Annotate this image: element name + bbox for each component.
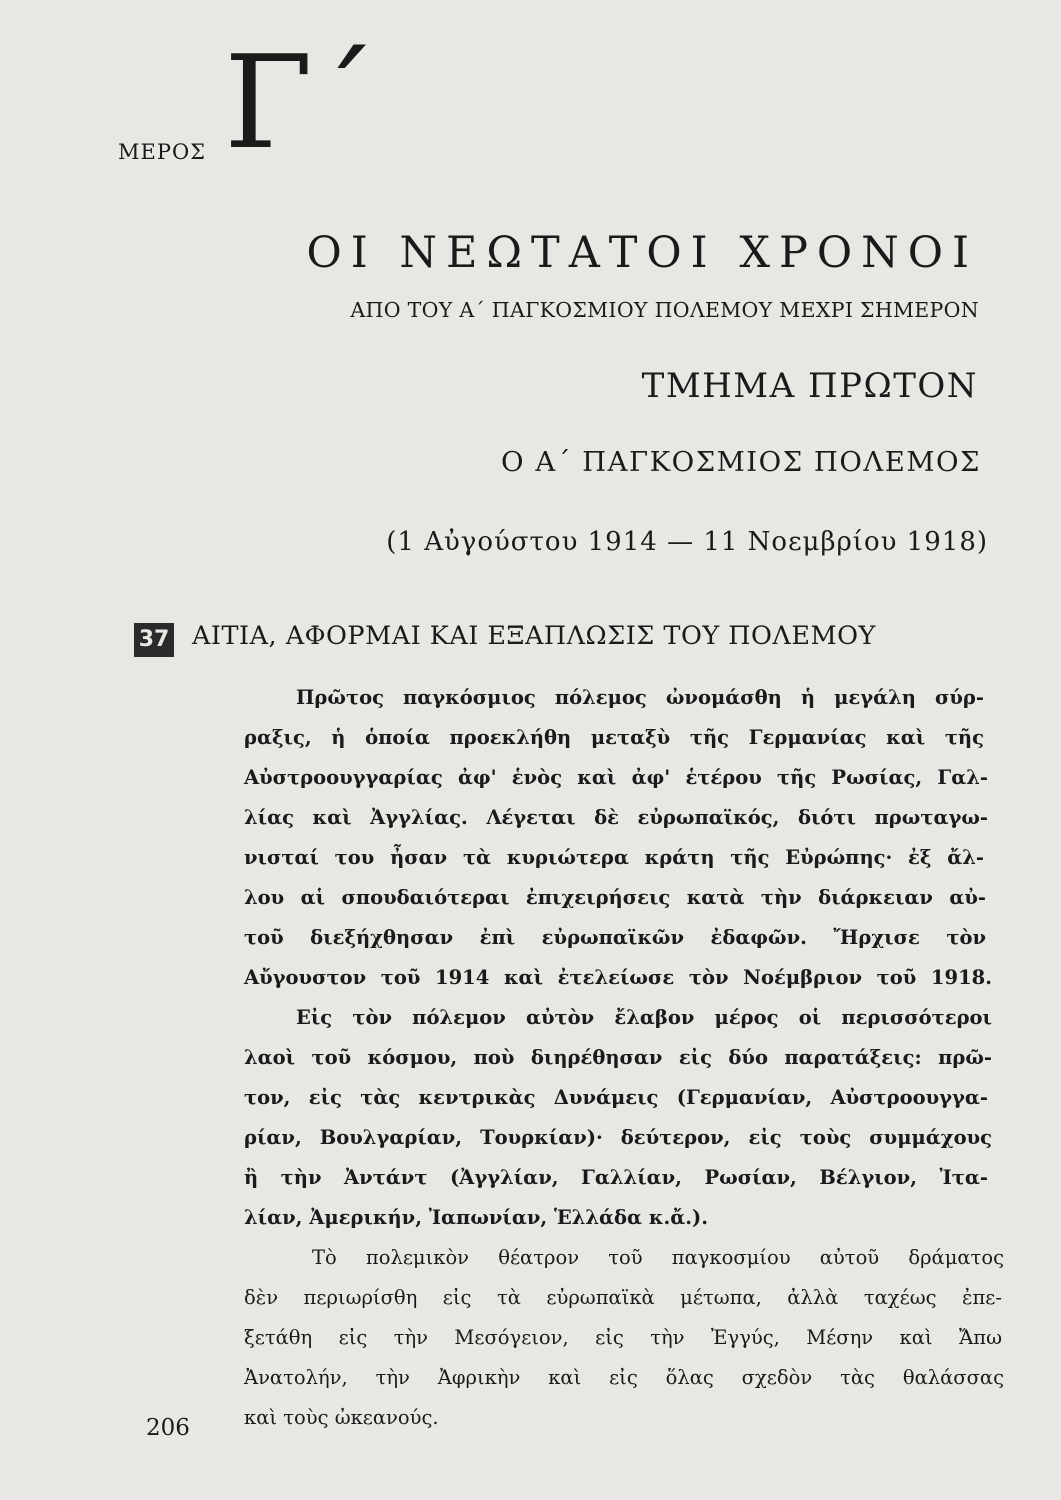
text-line: λίαν, Ἀμερικήν, Ἰαπωνίαν, Ἑλλάδα κ.ἄ.). <box>244 1206 709 1229</box>
text-line: λαοὶ τοῦ κόσμου, ποὺ διηρέθησαν εἰς δύο παρατάξεις: πρῶ- <box>244 1046 992 1069</box>
main-title: ΟΙ ΝΕΩΤΑΤΟΙ ΧΡΟΝΟΙ <box>306 228 978 278</box>
text-line: λίας καὶ Ἀγγλίας. Λέγεται δὲ εὐρωπαϊκός, διότι πρωταγω- <box>244 806 988 829</box>
text-line: Τὸ πολεμικὸν θέατρον τοῦ παγκοσμίου αὐτοῦ δράματος <box>312 1246 1004 1269</box>
text-line: Αὔγουστον τοῦ 1914 καὶ ἐτελείωσε τὸν Νοέμβριον τοῦ 1918. <box>244 966 992 989</box>
chapter-heading <box>134 619 984 663</box>
text-line: Πρῶτος παγκόσμιος πόλεμος ὠνομάσθη ἡ μεγάλη σύρ- <box>296 686 984 709</box>
war-title: Ο Α΄ ΠΑΓΚΟΣΜΙΟΣ ΠΟΛΕΜΟΣ <box>501 446 981 478</box>
chapter-title: ΑΙΤΙΑ, ΑΦΟΡΜΑΙ ΚΑΙ ΕΞΑΠΛΩΣΙΣ ΤΟΥ ΠΟΛΕΜΟΥ <box>192 621 876 651</box>
part-label: ΜΕΡΟΣ <box>118 140 207 164</box>
text-line: ραξις, ἡ ὁποία προεκλήθη μεταξὺ τῆς Γερμανίας καὶ τῆς <box>244 726 984 749</box>
page-number: 206 <box>146 1415 190 1441</box>
text-line: Εἰς τὸν πόλεμον αὐτὸν ἔλαβον μέρος οἱ περισσότεροι <box>296 1006 992 1029</box>
text-line: Ἀνατολήν, τὴν Ἀφρικὴν καὶ εἰς ὅλας σχεδὸν τὰς θαλάσσας <box>244 1366 1004 1389</box>
subtitle: ΑΠΟ ΤΟΥ Α΄ ΠΑΓΚΟΣΜΙΟΥ ΠΟΛΕΜΟΥ ΜΕΧΡΙ ΣΗΜΕΡΟΝ <box>350 298 979 322</box>
war-dates: (1 Αὐγούστου 1914 — 11 Νοεμβρίου 1918) <box>386 527 988 557</box>
text-line: ἢ τὴν Ἀντάντ (Ἀγγλίαν, Γαλλίαν, Ρωσίαν, Βέλγιον, Ἰτα- <box>244 1166 988 1189</box>
section-title: ΤΜΗΜΑ ΠΡΩΤΟΝ <box>641 366 978 406</box>
text-line: ρίαν, Βουλγαρίαν, Τουρκίαν)· δεύτερον, εἰς τοὺς συμμάχους <box>244 1126 992 1149</box>
text-line: τοῦ διεξήχθησαν ἐπὶ εὐρωπαϊκῶν ἐδαφῶν. Ἤρχισε τὸν <box>244 926 986 949</box>
text-line: λου αἱ σπουδαιότεραι ἐπιχειρήσεις κατὰ τὴν διάρκειαν αὐ- <box>244 886 986 909</box>
text-line: Αὐστροουγγαρίας ἀφ' ἑνὸς καὶ ἀφ' ἑτέρου τῆς Ρωσίας, Γαλ- <box>244 766 988 789</box>
text-line: νισταί του ἦσαν τὰ κυριώτερα κράτη τῆς Εὐρώπης· ἐξ ἄλ- <box>244 846 984 869</box>
part-letter: Γ΄ <box>224 29 377 178</box>
chapter-number-badge: 37 <box>134 623 174 657</box>
text-line: τον, εἰς τὰς κεντρικὰς Δυνάμεις (Γερμανίαν, Αὐστροουγγα- <box>244 1086 988 1109</box>
text-line: ξετάθη εἰς τὴν Μεσόγειον, εἰς τὴν Ἐγγύς, Μέσην καὶ Ἄπω <box>244 1326 1002 1349</box>
text-line: δὲν περιωρίσθη εἰς τὰ εὐρωπαϊκὰ μέτωπα, ἀλλὰ ταχέως ἐπε- <box>244 1286 1002 1309</box>
text-line: καὶ τοὺς ὠκεανούς. <box>244 1406 439 1429</box>
